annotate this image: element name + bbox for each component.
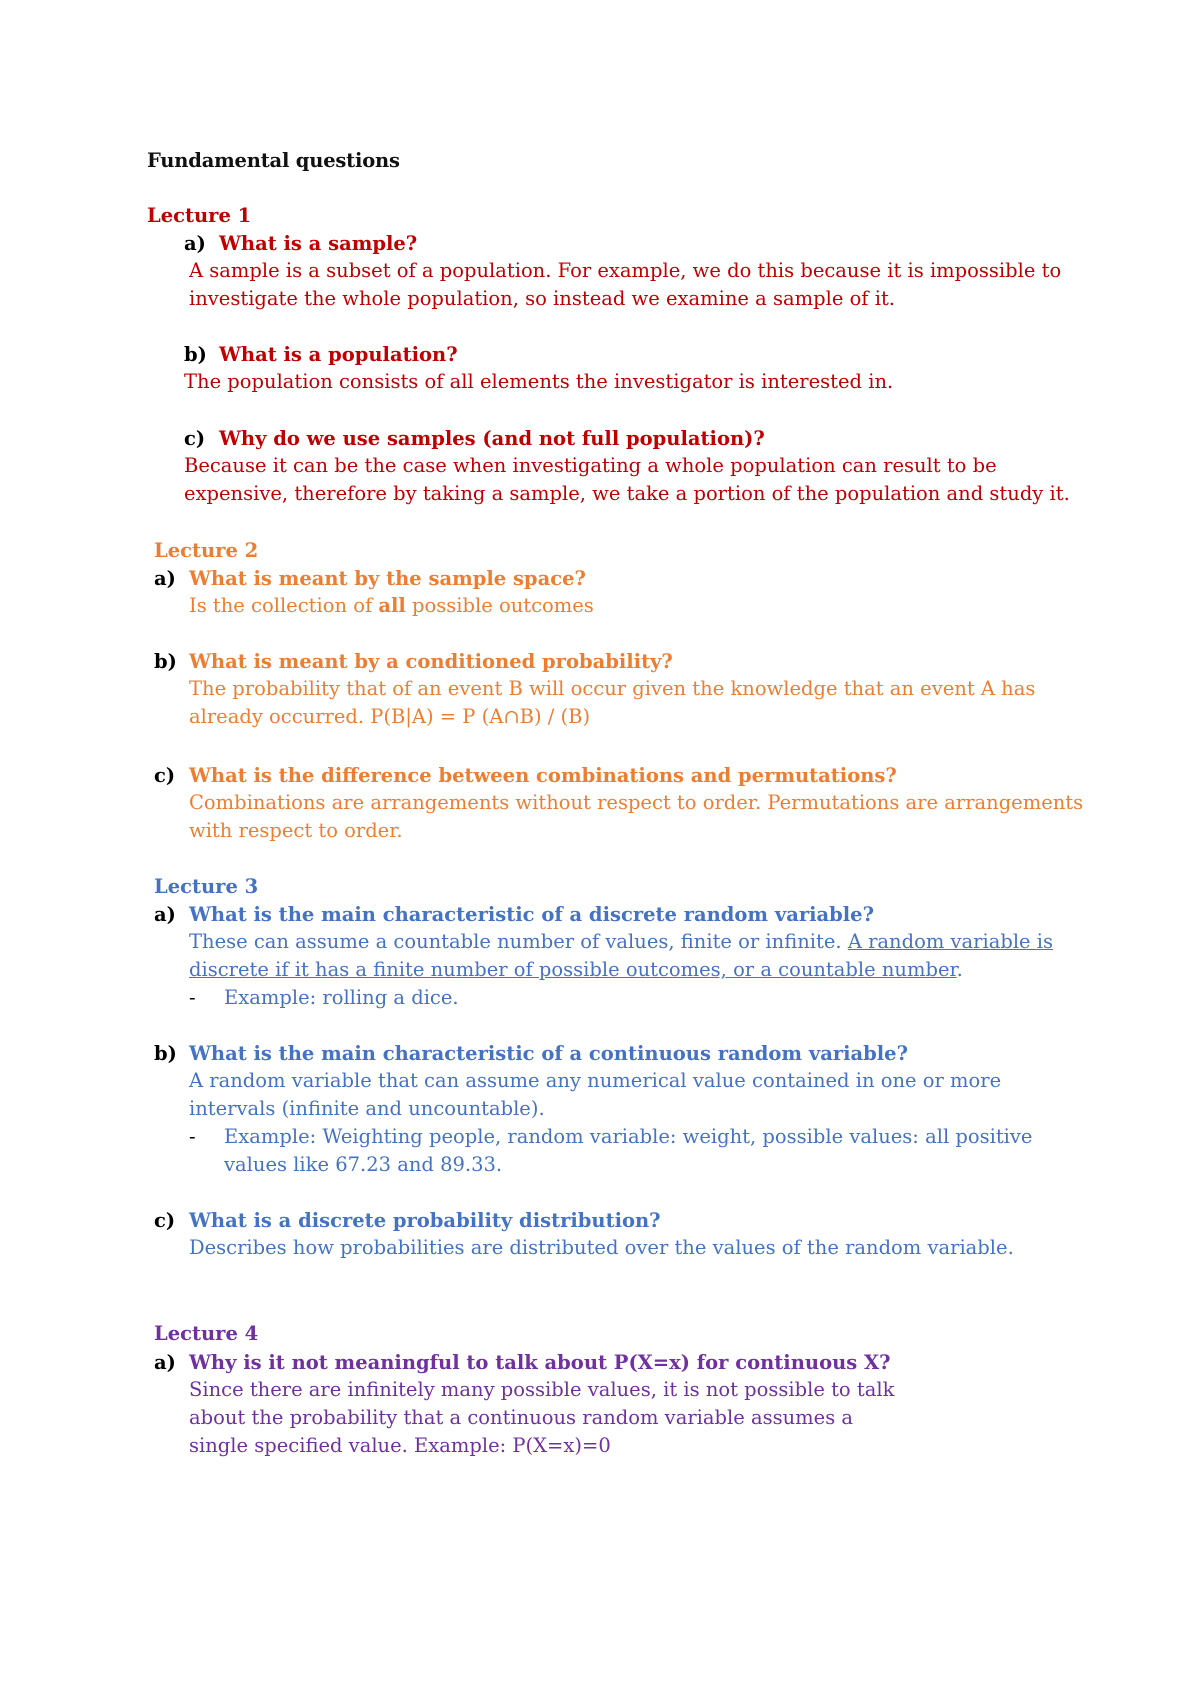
bullet-dash: -: [189, 1125, 196, 1148]
answer-text: [189, 257, 1061, 313]
answer-line: A sample is a subset of a population. For example, we do this because it is impossible to: [189, 259, 1062, 282]
answer-line: expensive, therefore by taking a sample, we take a portion of the population and study it.: [184, 482, 1070, 505]
question-marker: b): [184, 343, 207, 366]
answer-text: [189, 928, 1053, 984]
lecture-2-heading: Lecture 2: [154, 539, 259, 562]
lecture-3-question-a: [154, 901, 1084, 1021]
answer-line: Because it can be the case when investigating a whole population can result to be: [184, 454, 997, 477]
answer-line: Since there are infinitely many possible values, it is not possible to talk: [189, 1378, 895, 1401]
answer-text: [189, 789, 1083, 845]
question-title: Why do we use samples (and not full population)?: [219, 427, 765, 450]
answer-text: [189, 1376, 894, 1460]
lecture-1-heading: Lecture 1: [147, 204, 252, 227]
lecture-1-question-b: [184, 341, 1084, 401]
answer-line: with respect to order.: [189, 819, 403, 842]
lecture-2-question-b: [154, 648, 1084, 738]
answer-text: [189, 1234, 1014, 1262]
question-marker: a): [154, 567, 176, 590]
answer-text: [184, 368, 893, 396]
lecture-4-heading: Lecture 4: [154, 1322, 259, 1345]
bullet-text: Example: rolling a dice.: [224, 986, 459, 1009]
answer-line-plain: .: [956, 958, 963, 981]
answer-line: A random variable that can assume any numerical value contained in one or more: [189, 1069, 1002, 1092]
document-title: Fundamental questions: [147, 149, 400, 172]
answer-line: Combinations are arrangements without respect to order. Permutations are arrangements: [189, 791, 1084, 814]
lecture-1-question-c: [184, 425, 1084, 515]
lecture-3-heading: Lecture 3: [154, 875, 259, 898]
bullet-dash: -: [189, 986, 196, 1009]
lecture-3-question-c: [154, 1207, 1084, 1267]
question-marker: b): [154, 1042, 177, 1065]
answer-line-end: possible outcomes: [405, 594, 594, 617]
question-marker: b): [154, 650, 177, 673]
answer-line: [189, 956, 1053, 984]
question-title: What is meant by the sample space?: [189, 567, 586, 590]
bullet-line: values like 67.23 and 89.33.: [224, 1153, 503, 1176]
answer-line: The population consists of all elements the investigator is interested in.: [184, 370, 894, 393]
question-title: What is the main characteristic of a discrete random variable?: [189, 903, 875, 926]
bullet-text: [224, 1123, 1032, 1179]
question-title: What is a discrete probability distribution?: [189, 1209, 661, 1232]
bullet-item: [189, 1123, 1069, 1179]
answer-line: single specified value. Example: P(X=x)=0: [189, 1434, 611, 1457]
question-marker: c): [154, 764, 176, 787]
answer-line: [189, 592, 594, 620]
question-marker: a): [154, 903, 176, 926]
question-marker: a): [184, 232, 206, 255]
bullet-item: [189, 984, 1069, 1014]
bullet-line: Example: Weighting people, random variable: weight, possible values: all positive: [224, 1125, 1033, 1148]
lecture-4-question-a: [154, 1349, 1084, 1469]
answer-line-start: Is the collection of: [189, 594, 379, 617]
question-title: What is the difference between combinations and permutations?: [189, 764, 897, 787]
answer-bold-word: all: [378, 594, 406, 617]
answer-line-plain: These can assume a countable number of values, finite or infinite.: [189, 930, 848, 953]
answer-text: [189, 1067, 1001, 1123]
answer-underlined-text: A random variable is: [847, 930, 1054, 953]
lecture-2-question-a: [154, 565, 1084, 625]
answer-text: [189, 592, 594, 620]
answer-line: investigate the whole population, so instead we examine a sample of it.: [189, 287, 895, 310]
question-marker: a): [154, 1351, 176, 1374]
question-title: What is a sample?: [219, 232, 418, 255]
lecture-1-question-a: [184, 230, 1084, 320]
question-title: Why is it not meaningful to talk about P(X=x) for continuous X?: [189, 1351, 891, 1374]
answer-line: about the probability that a continuous random variable assumes a: [189, 1406, 854, 1429]
answer-line: already occurred. P(B|A) = P (A∩B) / (B): [189, 705, 591, 728]
question-title: What is a population?: [219, 343, 458, 366]
lecture-3-question-b: [154, 1040, 1084, 1180]
question-marker: c): [154, 1209, 176, 1232]
answer-line: intervals (infinite and uncountable).: [189, 1097, 545, 1120]
lecture-2-question-c: [154, 762, 1084, 852]
answer-underlined-text: discrete if it has a finite number of possible outcomes, or a countable number: [189, 958, 957, 981]
question-title: What is meant by a conditioned probability?: [189, 650, 673, 673]
answer-text: [189, 675, 1035, 731]
question-marker: c): [184, 427, 206, 450]
answer-line: Describes how probabilities are distributed over the values of the random variable.: [189, 1236, 1014, 1259]
question-title: What is the main characteristic of a continuous random variable?: [189, 1042, 909, 1065]
answer-line: The probability that of an event B will occur given the knowledge that an event A has: [189, 677, 1036, 700]
answer-line: [189, 928, 1053, 956]
answer-text: [184, 452, 1070, 508]
